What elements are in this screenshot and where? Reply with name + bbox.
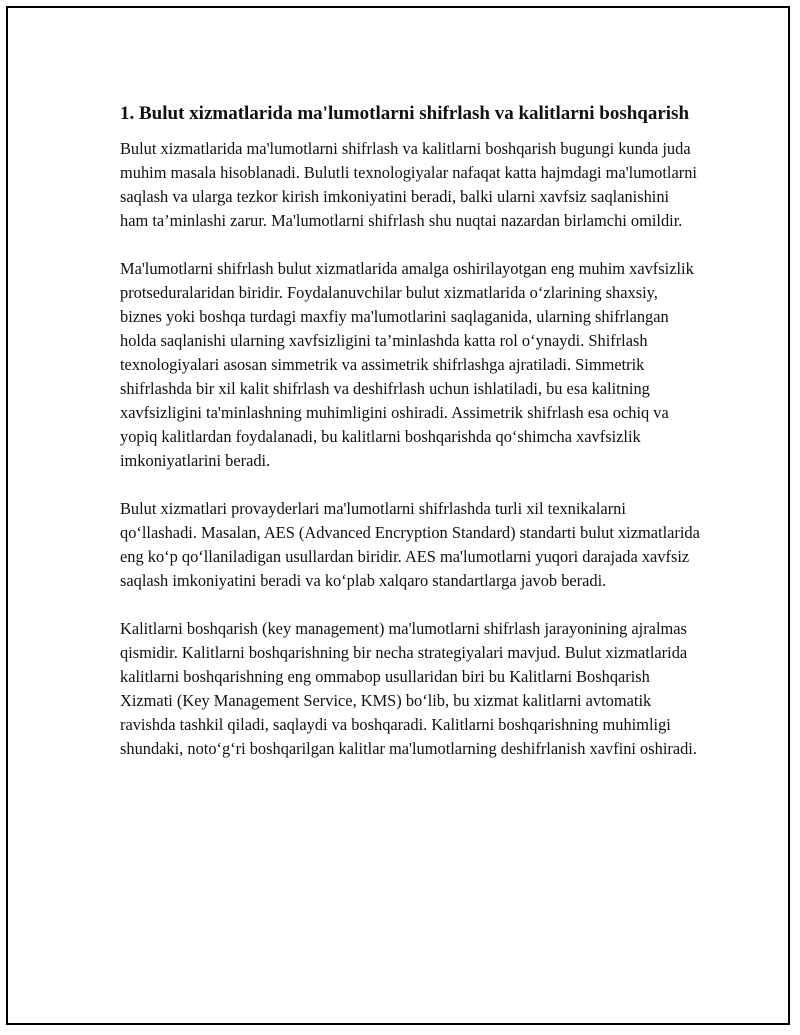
page-frame [6, 6, 790, 1025]
paragraph-2: Ma'lumotlarni shifrlash bulut xizmatlarida amalga oshirilayotgan eng muhim xavfsizlik protseduralaridan biridir. Foydalanuvchilar bulut xizmatlarida o‘zlarining shaxsiy, biznes yoki boshqa turdagi maxfiy ma'lumotlarini saqlaganida, ularning shifrlangan holda saqlanishi ularning xavfsizligini ta’minlashda katta rol o‘ynaydi. Shifrlash texnologiyalari asosan simmetrik va assimetrik shifrlashga ajratiladi. Simmetrik shifrlashda bir xil kalit shifrlash va deshifrlash uchun ishlatiladi, bu esa kalitning xavfsizligini ta'minlashning muhimligini oshiradi. Assimetrik shifrlash esa ochiq va yopiq kalitlardan foydalanadi, bu kalitlarni boshqarishda qo‘shimcha xavfsizlik imkoniyatlarini beradi. [120, 259, 694, 470]
document-body [120, 100, 700, 785]
paragraph-3: Bulut xizmatlari provayderlari ma'lumotlarni shifrlashda turli xil texnikalarni qo‘llashadi. Masalan, AES (Advanced Encryption Standard) standarti bulut xizmatlarida eng ko‘p qo‘llaniladigan usullardan biridir. AES ma'lumotlarni yuqori darajada xavfsiz saqlash imkoniyatini beradi va ko‘plab xalqaro standartlarga javob beradi. [120, 499, 700, 590]
paragraph-4: Kalitlarni boshqarish (key management) ma'lumotlarni shifrlash jarayonining ajralmas qismidir. Kalitlarni boshqarishning bir necha strategiyalari mavjud. Bulut xizmatlarida kalitlarni boshqarishning eng ommabop usullaridan biri bu Kalitlarni Boshqarish Xizmati (Key Management Service, KMS) bo‘lib, bu xizmat kalitlarni avtomatik ravishda tashkil qiladi, saqlaydi va boshqaradi. Kalitlarni boshqarishning muhimligi shundaki, noto‘g‘ri boshqarilgan kalitlar ma'lumotlarning deshifrlanish xavfini oshiradi. [120, 619, 697, 758]
paragraph-1: Bulut xizmatlarida ma'lumotlarni shifrlash va kalitlarni boshqarish bugungi kunda juda muhim masala hisoblanadi. Bulutli texnologiyalar nafaqat katta hajmdagi ma'lumotlarni saqlash va ularga tezkor kirish imkoniyatini beradi, balki ularni xavfsiz saqlanishini ham ta’minlashi zarur. Ma'lumotlarni shifrlash shu nuqtai nazardan birlamchi omildir. [120, 139, 697, 230]
section-heading: 1. Bulut xizmatlarida ma'lumotlarni shifrlash va kalitlarni boshqarish [120, 103, 690, 124]
